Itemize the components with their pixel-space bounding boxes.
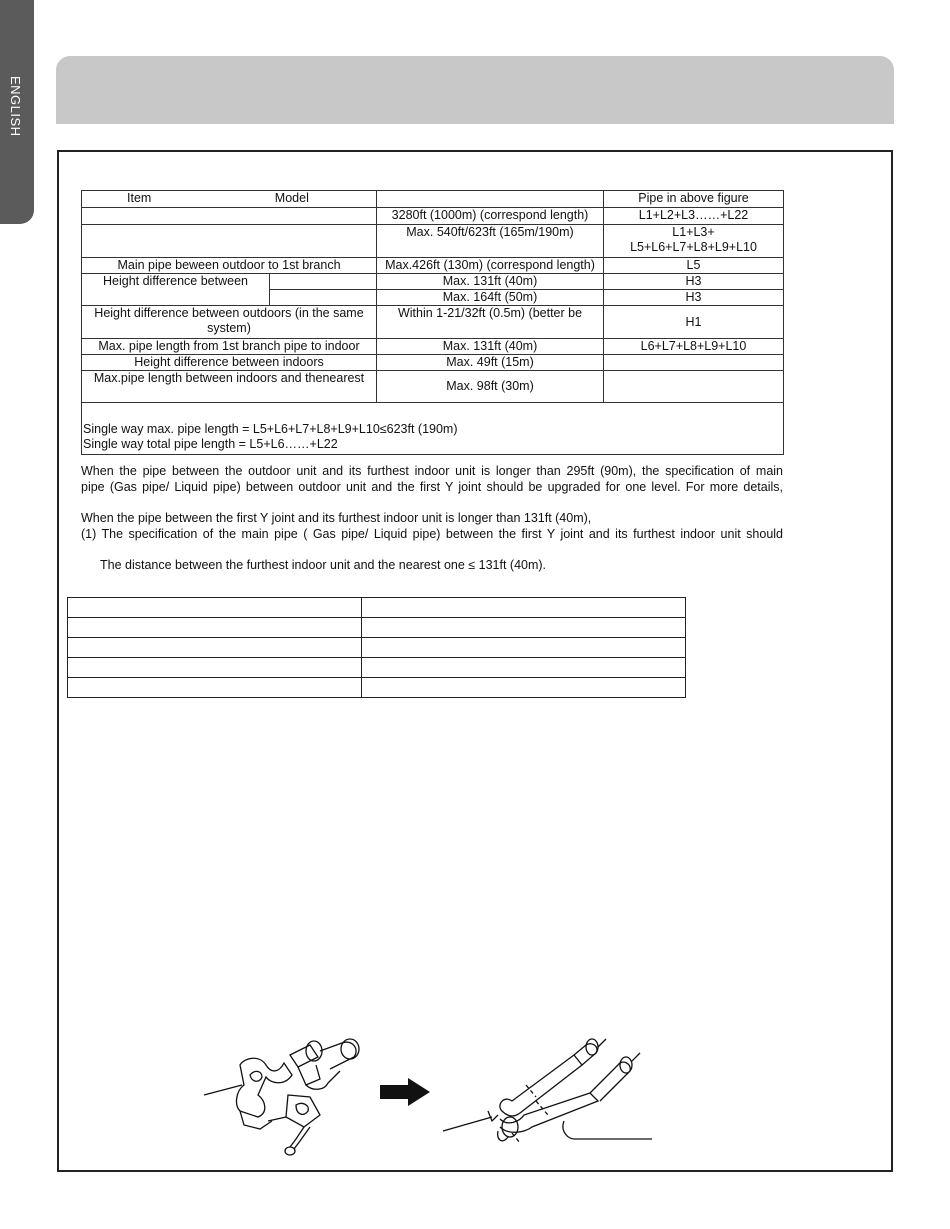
row-subitem-cell <box>270 274 377 290</box>
paragraph-2-line-2: (1) The specification of the main pipe ( Gas pipe/ Liquid pipe) between the first Y joint and its furthest indoor unit should <box>81 527 783 541</box>
row-pipe: L5 <box>604 258 784 274</box>
table-cell <box>362 658 686 678</box>
right-arrow-icon <box>378 1076 432 1108</box>
header-item-label: Item <box>127 191 152 205</box>
row-subitem-cell <box>270 290 377 306</box>
row-pipe <box>604 355 784 371</box>
table-row <box>82 355 784 371</box>
row-item: Height difference between <box>82 274 270 306</box>
paragraph-3: The distance between the furthest indoor unit and the nearest one ≤ 131ft (40m). <box>100 558 547 572</box>
table-cell <box>68 618 362 638</box>
table-note-cell <box>82 403 784 455</box>
row-pipe-line2: L5+L6+L7+L8+L9+L10 <box>630 240 757 254</box>
branch-pipe-assembly-icon <box>200 1035 370 1160</box>
table-cell <box>68 598 362 618</box>
table-row <box>82 306 784 339</box>
row-item-line1: Height difference between outdoors (in the same <box>94 306 364 320</box>
paragraph-1-line-1: When the pipe between the outdoor unit and its furthest indoor unit is longer than 295ft (90m), the specification of main <box>81 464 783 478</box>
table-cell <box>68 678 362 698</box>
table-header-row <box>82 191 784 208</box>
row-pipe: L1+L2+L3……+L22 <box>604 208 784 225</box>
table-row <box>68 638 686 658</box>
table-cell <box>362 678 686 698</box>
language-side-tab[interactable] <box>0 0 34 224</box>
header-pipe-label: Pipe in above figure <box>604 191 784 208</box>
pipe-size-table <box>67 597 686 698</box>
row-value: Max. 98ft (30m) <box>377 371 604 403</box>
language-tab-label: ENGLISH <box>8 76 23 137</box>
row-item: Max.pipe length between indoors and thenearest <box>82 371 377 403</box>
table-note-row <box>82 403 784 455</box>
table-row <box>68 658 686 678</box>
row-item: Main pipe beween outdoor to 1st branch <box>82 258 377 274</box>
row-pipe: H3 <box>604 290 784 306</box>
row-item-cell <box>82 306 377 339</box>
table-row <box>68 678 686 698</box>
row-pipe: L6+L7+L8+L9+L10 <box>604 339 784 355</box>
table-row <box>82 225 784 258</box>
row-item-cell <box>82 208 377 225</box>
row-value: Max. 49ft (15m) <box>377 355 604 371</box>
table-row <box>68 618 686 638</box>
table-cell <box>362 638 686 658</box>
note-line2: Single way total pipe length = L5+L6……+L22 <box>83 437 338 451</box>
row-item: Height difference between indoors <box>82 355 377 371</box>
header-model-label: Model <box>274 191 309 205</box>
note-line1: Single way max. pipe length = L5+L6+L7+L8+L9+L10≤623ft (190m) <box>83 422 458 436</box>
row-pipe: H3 <box>604 274 784 290</box>
header-item-model-cell <box>82 191 377 208</box>
y-joint-pipe-icon <box>440 1035 655 1145</box>
table-row <box>82 258 784 274</box>
row-item: Max. pipe length from 1st branch pipe to indoor <box>82 339 377 355</box>
paragraph-2-line-1: When the pipe between the first Y joint and its furthest indoor unit is longer than 131ft (40m), <box>81 511 592 525</box>
table-cell <box>362 618 686 638</box>
row-value: 3280ft (1000m) (correspond length) <box>377 208 604 225</box>
row-value: Max. 540ft/623ft (165m/190m) <box>377 225 604 258</box>
row-value: Max. 131ft (40m) <box>377 339 604 355</box>
header-value-cell <box>377 191 604 208</box>
table-row <box>82 274 784 290</box>
row-pipe: H1 <box>604 306 784 339</box>
row-value: Max. 131ft (40m) <box>377 274 604 290</box>
table-row <box>68 598 686 618</box>
row-pipe-cell <box>604 225 784 258</box>
pipe-spec-table <box>81 190 784 455</box>
row-pipe <box>604 371 784 403</box>
table-cell <box>68 658 362 678</box>
table-row <box>82 371 784 403</box>
section-header-bar <box>56 56 894 124</box>
row-item-line2: system) <box>207 321 251 335</box>
table-row <box>82 339 784 355</box>
row-item-cell <box>82 225 377 258</box>
table-row <box>82 208 784 225</box>
row-pipe-line1: L1+L3+ <box>672 225 715 239</box>
row-value: Max.426ft (130m) (correspond length) <box>377 258 604 274</box>
row-value: Within 1-21/32ft (0.5m) (better be <box>377 306 604 339</box>
paragraph-1-line-2: pipe (Gas pipe/ Liquid pipe) between outdoor unit and the first Y joint should be upgraded for one level. For more details, <box>81 480 783 494</box>
table-cell <box>68 638 362 658</box>
row-value: Max. 164ft (50m) <box>377 290 604 306</box>
table-cell <box>362 598 686 618</box>
